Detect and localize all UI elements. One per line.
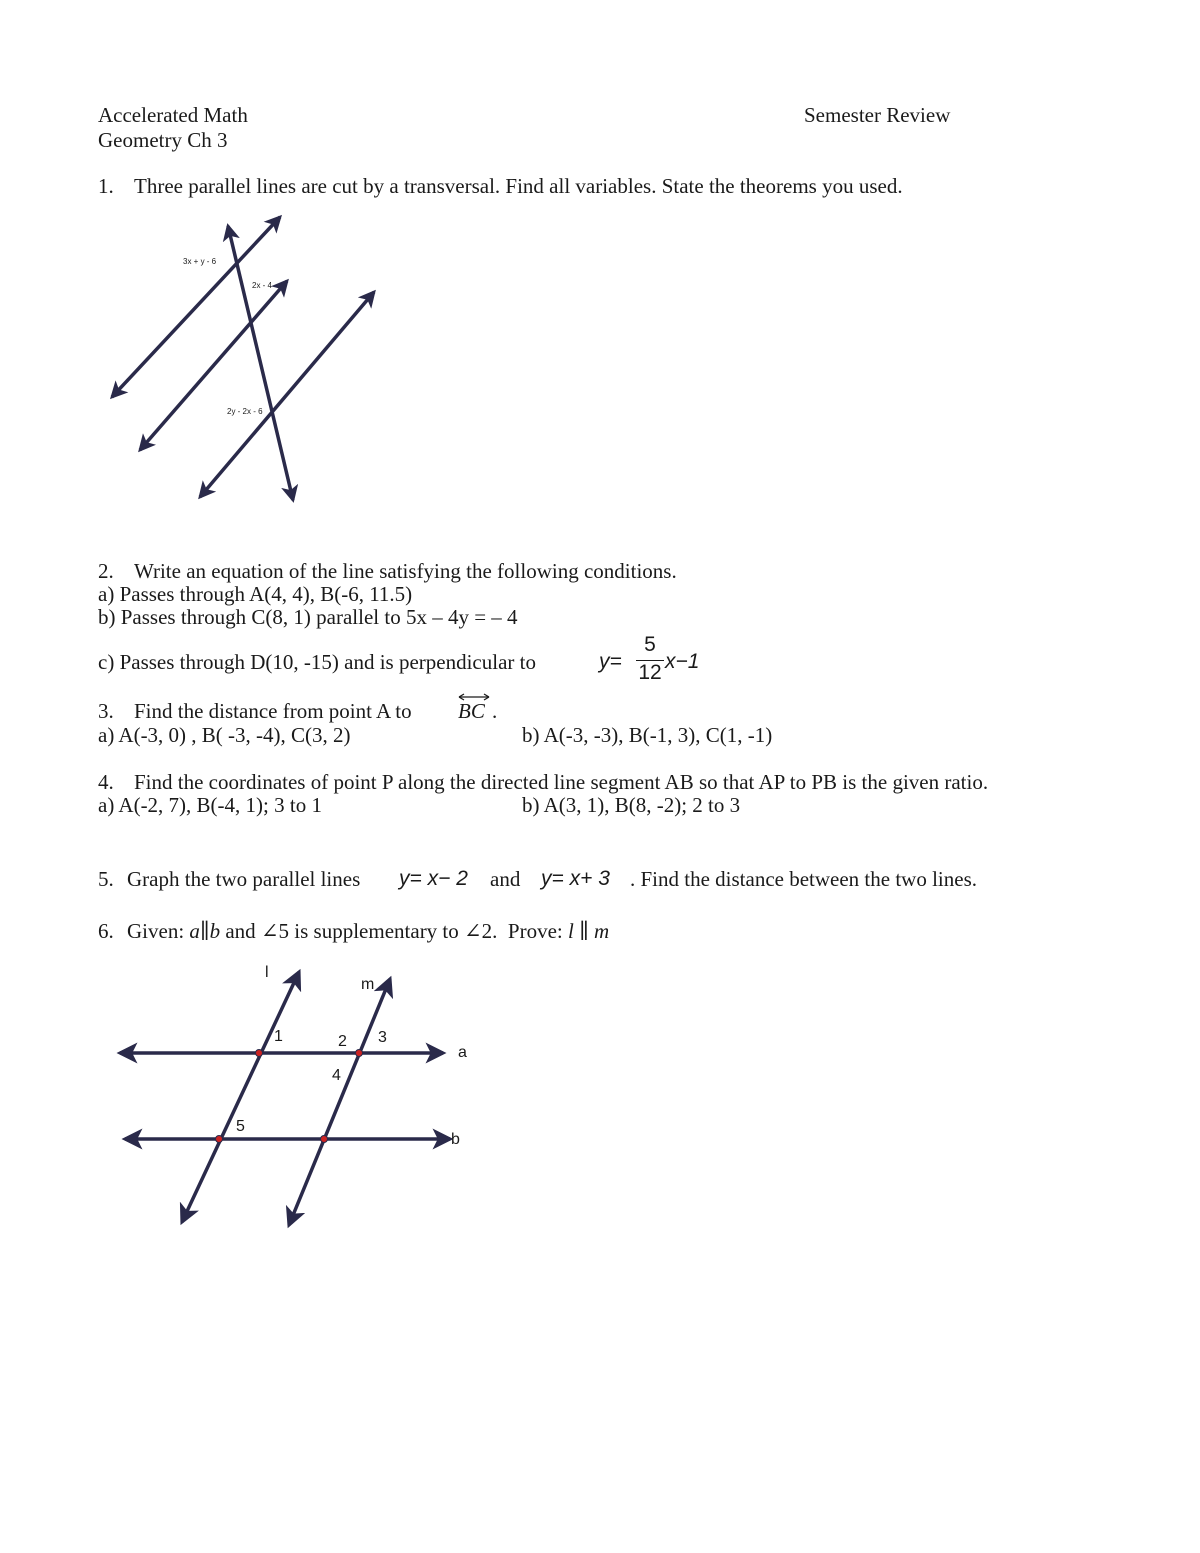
q5-equation-2: y= x+ 3 xyxy=(541,867,610,890)
q5-equation-1: y= x− 2 xyxy=(399,867,468,890)
intersection-point-ma xyxy=(356,1050,363,1057)
fraction-numerator: 5 xyxy=(644,633,656,656)
q4-part-a: a) A(-2, 7), B(-4, 1); 3 to 1 xyxy=(98,793,322,817)
transversal-line xyxy=(228,226,293,500)
angle-1-label: 1 xyxy=(274,1028,283,1045)
angle-2-symbol: ∠2. xyxy=(464,919,498,943)
label-line-a: a xyxy=(458,1044,467,1061)
prove-label: Prove: xyxy=(507,919,563,943)
intersection-point-mb xyxy=(321,1136,328,1143)
q4-number: 4. xyxy=(98,770,114,794)
q2-c-equation-rest: x−1 xyxy=(665,650,700,673)
angle-3-label: 3 xyxy=(378,1029,387,1046)
q5-text-end: . Find the distance between the two lines. xyxy=(630,867,978,891)
q2-part-c: c) Passes through D(10, -15) and is perpendicular to xyxy=(98,650,536,674)
q1-text: Three parallel lines are cut by a transversal. Find all variables. State the theorems you used. xyxy=(134,174,903,198)
parallel-line-3 xyxy=(200,292,374,497)
prove-parallel-symbol: ∥ xyxy=(579,919,589,943)
q5-number: 5. xyxy=(98,867,114,891)
angle-label-2: 2x - 4 xyxy=(252,281,273,290)
intersection-point-la xyxy=(256,1050,263,1057)
q3-line-bc xyxy=(458,699,485,723)
figure-proof-lines xyxy=(120,972,450,1225)
q3-part-a: a) A(-3, 0) , B( -3, -4), C(3, 2) xyxy=(98,723,351,747)
course-title: Accelerated Math xyxy=(98,103,248,127)
supplementary-text: is supplementary to xyxy=(294,919,459,943)
parallel-line-1 xyxy=(112,217,280,397)
q6-given-statement xyxy=(127,919,609,943)
label-line-m: m xyxy=(361,976,375,993)
q3-text: Find the distance from point A to xyxy=(134,699,412,723)
parallel-symbol: ∥ xyxy=(199,919,210,943)
q6-number: 6. xyxy=(98,919,114,943)
q1-number: 1. xyxy=(98,174,114,198)
label-line-b: b xyxy=(451,1131,460,1148)
q2-number: 2. xyxy=(98,559,114,583)
q2-c-equation-y: y= xyxy=(599,650,622,673)
q2-part-a: a) Passes through A(4, 4), B(-6, 11.5) xyxy=(98,582,413,606)
document-type: Semester Review xyxy=(804,103,951,127)
label-line-l: l xyxy=(265,964,269,981)
angle-label-1: 3x + y - 6 xyxy=(183,257,217,266)
q5-and: and xyxy=(490,867,521,891)
line-m-symbol: m xyxy=(594,919,610,943)
given-label: Given: xyxy=(127,919,185,943)
q4-text: Find the coordinates of point P along the directed line segment AB so that AP to PB is the given ratio. xyxy=(134,770,989,794)
line-a-symbol: a xyxy=(189,919,200,943)
figure-parallel-lines-transversal xyxy=(112,217,374,500)
angle-5-label: 5 xyxy=(236,1118,245,1135)
chapter-title: Geometry Ch 3 xyxy=(98,128,228,152)
line-l xyxy=(182,972,299,1222)
line-b-symbol: b xyxy=(209,919,221,943)
q2-part-b: b) Passes through C(8, 1) parallel to 5x – 4y = – 4 xyxy=(98,605,518,629)
q3-number: 3. xyxy=(98,699,114,723)
q4-part-b: b) A(3, 1), B(8, -2); 2 to 3 xyxy=(522,793,741,817)
q2-c-fraction xyxy=(636,633,664,689)
angle-5-symbol: ∠5 xyxy=(260,919,290,943)
line-m xyxy=(289,979,390,1225)
q5-text-start: Graph the two parallel lines xyxy=(127,867,361,891)
q3-period: . xyxy=(492,699,498,723)
parallel-line-2 xyxy=(140,281,287,450)
q3-part-b: b) A(-3, -3), B(-1, 3), C(1, -1) xyxy=(522,723,773,747)
line-overarrow-icon xyxy=(457,692,491,702)
angle-4-label: 4 xyxy=(332,1067,341,1084)
intersection-point-lb xyxy=(216,1136,223,1143)
line-l-symbol: l xyxy=(567,919,574,943)
given-and: and xyxy=(225,919,256,943)
angle-label-3: 2y - 2x - 6 xyxy=(227,407,263,416)
fraction-denominator: 12 xyxy=(638,661,662,684)
q2-text: Write an equation of the line satisfying the following conditions. xyxy=(134,559,677,583)
angle-2-label: 2 xyxy=(338,1033,347,1050)
line-bc-name: BC xyxy=(458,699,485,723)
